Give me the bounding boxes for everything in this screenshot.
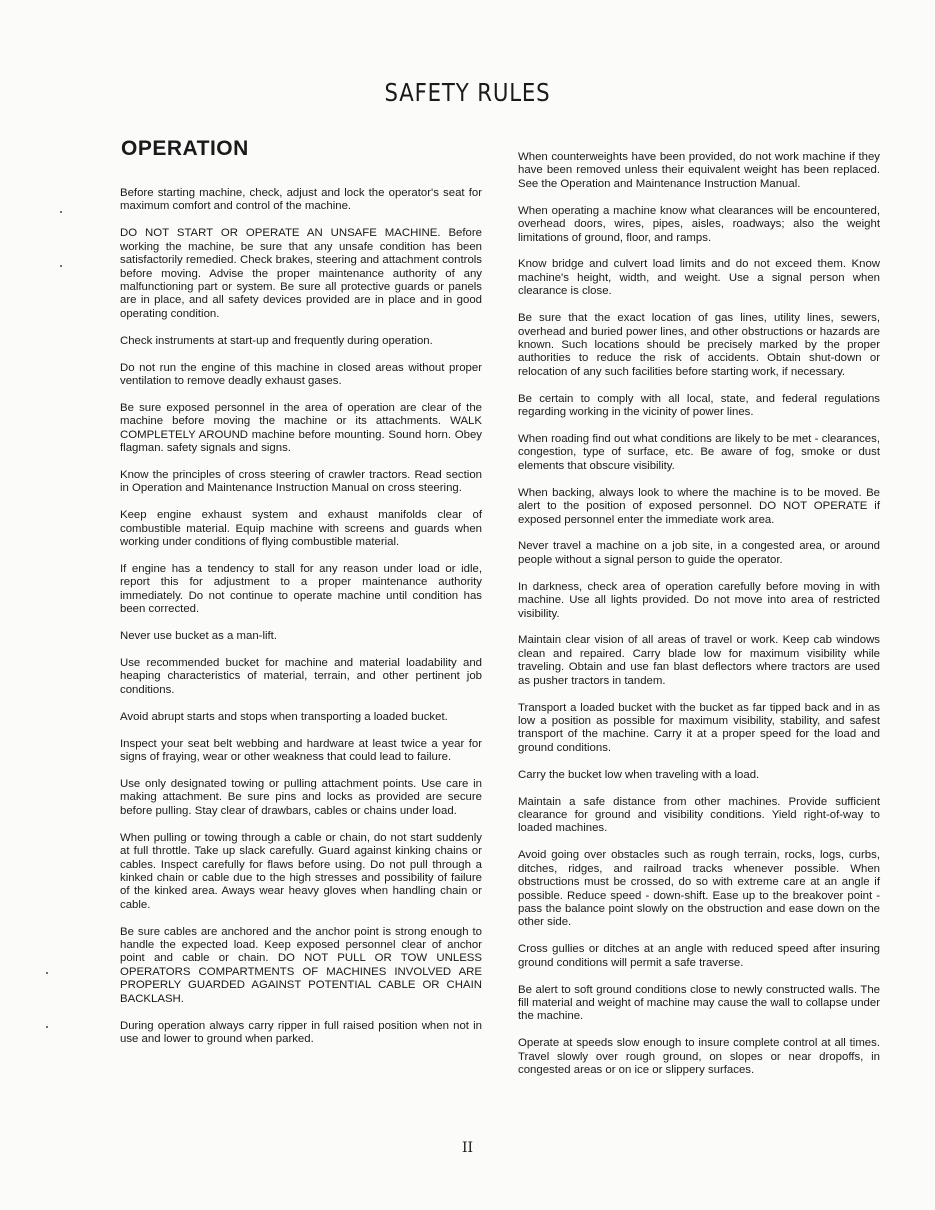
rule-paragraph: Operate at speeds slow enough to insure complete control at all times. Travel slowly over rough ground, on slopes or near dropoffs, in congested areas or on ice or slippery surfaces. <box>518 1037 880 1077</box>
scan-speck <box>60 265 62 267</box>
rule-paragraph: Be sure cables are anchored and the anchor point is strong enough to handle the expected load. Keep exposed personnel clear of anchor point and cable or chain. DO NOT PULL OR TOW UNLESS OPERATORS COMPARTMENTS OF MACHINES INVOLVED ARE PROPERLY GUARDED AGAINST POTENTIAL CABLE OR CHAIN BACKLASH. <box>120 925 482 1005</box>
rule-paragraph: Carry the bucket low when traveling with a load. <box>518 768 760 781</box>
rule-paragraph: Know bridge and culvert load limits and do not exceed them. Know machine's height, width, and weight. Use a signal person when clearance is close. <box>518 258 880 298</box>
rule-paragraph: When operating a machine know what clearances will be encountered, overhead doors, wires, pipes, aisles, roadways; also the weight limitations of ground, floor, and ramps. <box>518 204 880 244</box>
rule-paragraph: In darkness, check area of operation carefully before moving in with machine. Use all lights provided. Do not move into area of restricted visibility. <box>518 580 880 620</box>
rule-paragraph: Check instruments at start-up and frequently during operation. <box>120 334 433 347</box>
right-column <box>518 151 880 1091</box>
rule-paragraph: Be certain to comply with all local, state, and federal regulations regarding working in the vicinity of power lines. <box>518 392 880 419</box>
rule-paragraph: Cross gullies or ditches at an angle with reduced speed after insuring ground conditions will permit a safe traverse. <box>518 943 880 969</box>
rule-paragraph: Use recommended bucket for machine and material loadability and heaping characteristics of material, terrain, and other pertinent job conditions. <box>120 657 482 696</box>
rule-paragraph: Keep engine exhaust system and exhaust manifolds clear of combustible material. Equip machine with screens and guards when working under conditions of flying combustible material. <box>120 509 482 549</box>
rule-paragraph: If engine has a tendency to stall for any reason under load or idle, report this for adjustment to a proper maintenance authority immediately. Do not continue to operate machine until condition has been corrected. <box>120 563 482 616</box>
rule-paragraph: Do not run the engine of this machine in closed areas without proper ventilation to remove deadly exhaust gases. <box>120 361 482 387</box>
rule-paragraph: DO NOT START OR OPERATE AN UNSAFE MACHINE. Before working the machine, be sure that any unsafe condition has been satisfactorily remedied. Check brakes, steering and attachment controls before moving. Advise the proper maintenance authority of any malfunctioning part or system. Be sure all protective guards or panels are in place, and all safety devices provided are in place and in good operating condition. <box>120 227 482 320</box>
rule-paragraph: Never use bucket as a man-lift. <box>120 630 278 643</box>
rule-paragraph: Be alert to soft ground conditions close to newly constructed walls. The fill material and weight of machine may cause the wall to collapse under the machine. <box>518 983 880 1023</box>
rule-paragraph: Maintain clear vision of all areas of travel or work. Keep cab windows clean and repaired. Carry blade low for maximum visibility while traveling. Obtain and use fan blast deflectors where tractors are used as pusher tractors in tandem. <box>518 634 880 687</box>
page-title: SAFETY RULES <box>384 78 551 107</box>
rule-paragraph: Avoid going over obstacles such as rough terrain, rocks, logs, curbs, ditches, ridges, and railroad tracks whenever possible. When obstructions must be crossed, do so with extreme care at an angle if possible. Reduce speed - down-shift. Ease up to the breakover point - pass the balance point slowly on the obstruction and ease down on the other side. <box>518 849 880 929</box>
rule-paragraph: Be sure that the exact location of gas lines, utility lines, sewers, overhead and buried power lines, and other obstructions or hazards are known. Such locations should be precisely marked by the proper authorities to reduce the risk of accidents. Obtain shut-down or relocation of any such facilities before starting work, if necessary. <box>518 312 880 378</box>
rule-paragraph: Be sure exposed personnel in the area of operation are clear of the machine before moving the machine or its attachments. WALK COMPLETELY AROUND machine before mounting. Sound horn. Obey flagman. safety signals and signs. <box>120 401 482 455</box>
rule-paragraph: Use only designated towing or pulling attachment points. Use care in making attachment. Be sure pins and locks as provided are secure before pulling. Stay clear of drawbars, cables or chains under load. <box>120 778 482 817</box>
rule-paragraph: Never travel a machine on a job site, in a congested area, or around people without a signal person to guide the operator. <box>518 540 880 566</box>
rule-paragraph: During operation always carry ripper in full raised position when not in use and lower to ground when parked. <box>120 1019 482 1045</box>
rule-paragraph: Maintain a safe distance from other machines. Provide sufficient clearance for ground and visibility conditions. Yield right-of-way to loaded machines. <box>518 795 880 835</box>
section-heading: OPERATION <box>121 137 249 160</box>
rule-paragraph: Before starting machine, check, adjust and lock the operator's seat for maximum comfort and control of the machine. <box>120 187 482 213</box>
rule-paragraph: Transport a loaded bucket with the bucket as far tipped back and in as low a position as possible for maximum visibility, stability, and safest transport of the machine. Carry it at a proper speed for the load and ground conditions. <box>518 701 880 754</box>
scan-speck <box>60 211 62 213</box>
scan-speck <box>46 972 48 974</box>
scan-speck <box>46 1026 48 1028</box>
rule-paragraph: Inspect your seat belt webbing and hardware at least twice a year for signs of fraying, wear or other weakness that could lead to failure. <box>120 737 482 764</box>
rule-paragraph: When roading find out what conditions are likely to be met - clearances, congestion, type of surface, etc. Be aware of fog, smoke or dust elements that obscure visibility. <box>518 433 880 472</box>
rule-paragraph: Avoid abrupt starts and stops when transporting a loaded bucket. <box>120 710 448 723</box>
rule-paragraph: When counterweights have been provided, do not work machine if they have been removed unless their equivalent weight has been replaced. See the Operation and Maintenance Instruction Manual. <box>518 151 880 190</box>
rule-paragraph: Know the principles of cross steering of crawler tractors. Read section in Operation and Maintenance Instruction Manual on cross steering. <box>120 469 482 495</box>
rule-paragraph: When backing, always look to where the machine is to be moved. Be alert to the position of exposed personnel. DO NOT OPERATE if exposed personnel enter the immediate work area. <box>518 486 880 526</box>
left-column <box>120 187 482 1060</box>
page-number: II <box>461 1140 474 1156</box>
rule-paragraph: When pulling or towing through a cable or chain, do not start suddenly at full throttle. Take up slack carefully. Guard against kinking chains or cables. Inspect carefully for flaws before using. Do not pull through a kinked chain or cable due to the high stresses and possibility of failure of the kinked area. Aways wear heavy gloves when handling chain or cable. <box>120 831 482 911</box>
